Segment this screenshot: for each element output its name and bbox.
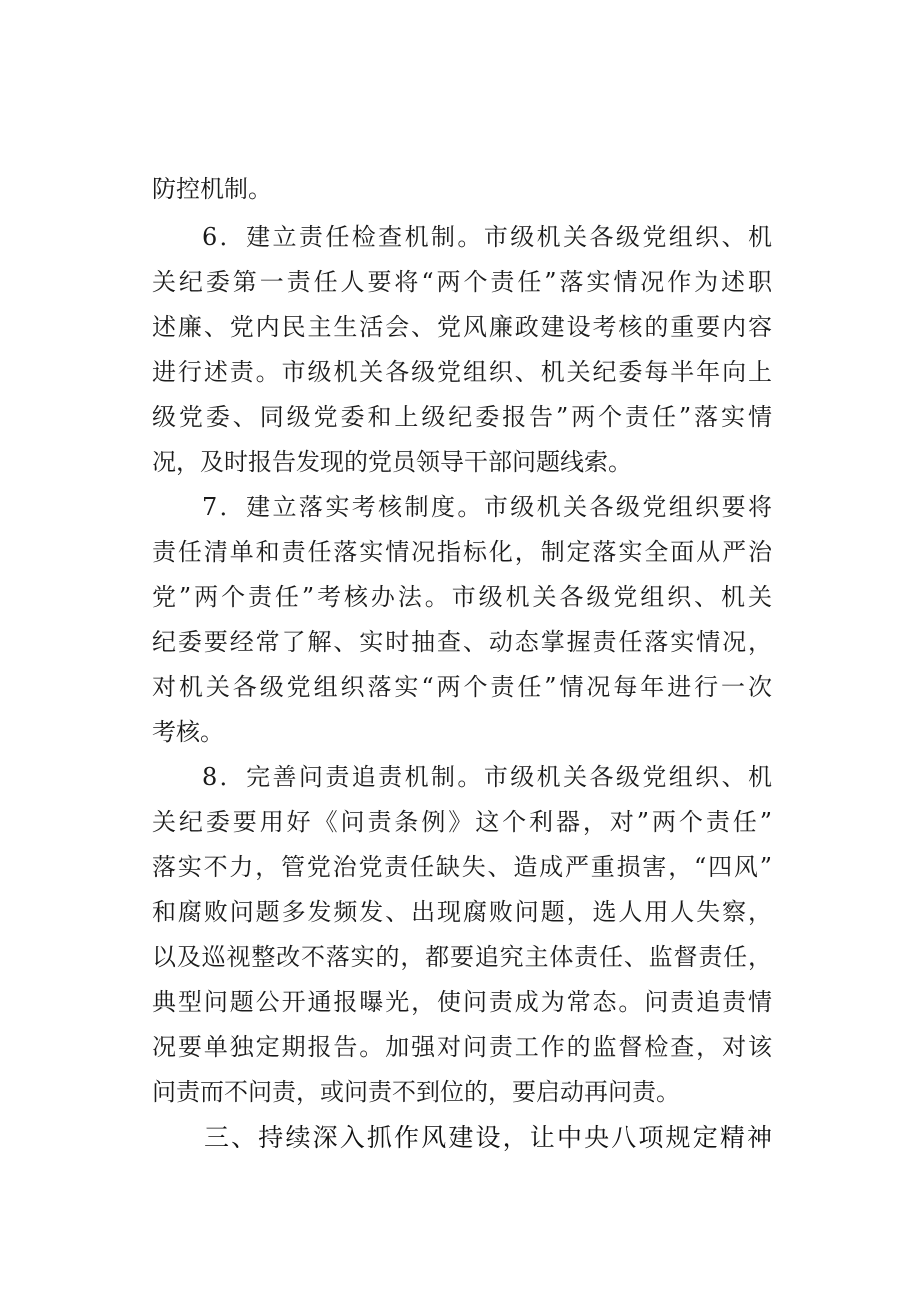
section-6-title-line: 6．建立责任检查机制。市级机关各级党组织、机 xyxy=(202,223,772,251)
section-heading: 三、持续深入抓作风建设，让中央八项规定精神 xyxy=(204,1123,772,1152)
paragraph-line-7: 况，及时报告发现的党员领导干部问题线索。 xyxy=(152,448,632,476)
paragraph-line-16: 落实不力，管党治党责任缺失、造成严重损害，“四风” xyxy=(152,853,772,881)
section-8-title-line: 8．完善问责追责机制。市级机关各级党组织、机 xyxy=(202,763,772,791)
paragraph-line-18: 以及巡视整改不落实的，都要追究主体责任、监督责任， xyxy=(152,943,772,971)
paragraph-line-4: 述廉、党内民主生活会、党风廉政建设考核的重要内容 xyxy=(152,313,772,341)
paragraph-line-3: 关纪委第一责任人要将“两个责任”落实情况作为述职 xyxy=(152,268,772,296)
paragraph-line-1: 防控机制。 xyxy=(152,175,272,203)
paragraph-line-6: 级党委、同级党委和上级纪委报告”两个责任”落实情 xyxy=(152,403,772,431)
paragraph-line-12: 对机关各级党组织落实“两个责任”情况每年进行一次 xyxy=(152,673,772,701)
paragraph-line-5: 进行述责。市级机关各级党组织、机关纪委每半年向上 xyxy=(152,358,772,386)
paragraph-line-20: 况要单独定期报告。加强对问责工作的监督检查，对该 xyxy=(152,1033,772,1061)
paragraph-line-13: 考核。 xyxy=(152,718,224,746)
paragraph-line-9: 责任清单和责任落实情况指标化，制定落实全面从严治 xyxy=(152,538,772,566)
paragraph-line-17: 和腐败问题多发频发、出现腐败问题，选人用人失察， xyxy=(152,898,772,926)
paragraph-line-19: 典型问题公开通报曝光，使问责成为常态。问责追责情 xyxy=(152,988,772,1016)
paragraph-line-21: 问责而不问责，或问责不到位的，要启动再问责。 xyxy=(152,1078,680,1106)
section-7-title-line: 7．建立落实考核制度。市级机关各级党组织要将 xyxy=(202,493,772,521)
paragraph-line-11: 纪委要经常了解、实时抽查、动态掌握责任落实情况， xyxy=(152,628,772,656)
paragraph-line-15: 关纪委要用好《问责条例》这个利器，对”两个责任” xyxy=(152,808,772,836)
paragraph-line-10: 党”两个责任”考核办法。市级机关各级党组织、机关 xyxy=(152,583,772,611)
